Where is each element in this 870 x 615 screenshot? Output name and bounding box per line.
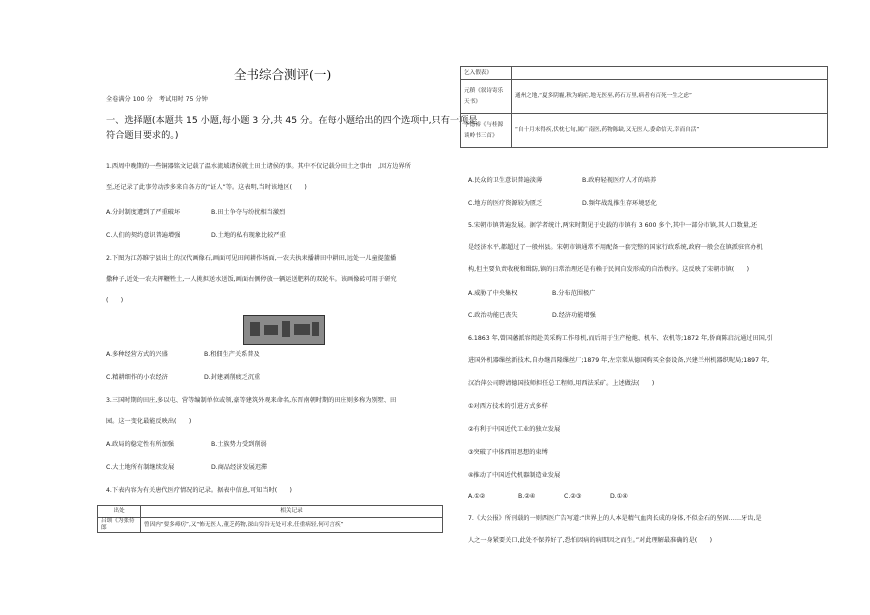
q1-option-c: C.人们的契约意识普遍增强 (106, 232, 181, 239)
q6-statement-2: ②有利于中国近代工业的独立发展 (468, 426, 561, 433)
table-header-source: 出处 (98, 506, 141, 518)
q6-option-b: B.②④ (518, 493, 536, 500)
q3-stem-1: 3.三国时期的田庄,多以屯、营等编制单位或领,豪等建筑外观来命名,东晋南朝时期的田庄则多称为别墅、田 (106, 397, 397, 404)
q4-table-part2 (460, 66, 828, 148)
q4-option-d: D.频年战乱推生存环境恶化 (582, 200, 657, 207)
q6-stem-3: 汉冶萍公司聘请德国技师担任总工程师,用西法采矿。上述做法( ) (468, 380, 655, 387)
q2-stem-1: 2.下图为江苏睢宁县出土的汉代画像石,画面可见田间耕作场面,一农夫执耒播耕田中耕田,远处一儿童提篮播 (106, 255, 397, 262)
q6-statement-1: ①对西方技术的引进方式多样 (468, 403, 548, 410)
q6-statement-4: ④推动了中国近代机器制造业发展 (468, 472, 561, 479)
q6-option-d: D.①④ (610, 493, 628, 500)
table-row2-source (461, 80, 512, 114)
q7-stem-1: 7.《大公报》所刊载的一则西医广告写道:“世界上的人本是精气血肉长成的身体,不似金石的坚固……牙齿,是 (468, 515, 762, 522)
q3-option-c: C.大土地所有制继续发展 (106, 464, 175, 471)
table-row3-source (461, 114, 512, 148)
q3-stem-2: 园。这一变化最能反映出( ) (106, 418, 192, 425)
table-row2-source-b: 天书》 (464, 98, 481, 105)
q5-stem-2: 是经济水平,都超过了一般州县。宋朝市镇通常不用配备一套完整的国家行政系统,政府一般会在镇派驻官办机 (468, 244, 763, 251)
q2-option-d: D.封建剥削疲乏沉重 (204, 374, 261, 381)
section-heading-line1: 一、选择题(本题共 15 小题,每小题 3 分,共 45 分。在每小题给出的四个选项中,只有一项是 (106, 115, 478, 126)
q2-option-b: B.租佃生产关系普及 (204, 351, 260, 358)
q5-stem-3: 构,但主要负责收税和缉防,镇的日常治理还是有赖于民间自发形成的自治秩序。这反映了宋朝市镇( ) (468, 266, 750, 273)
q6-statement-3: ③突破了中体西用思想的束缚 (468, 449, 548, 456)
q4-table-part1 (97, 505, 443, 533)
q6-option-a: A.①② (468, 493, 486, 500)
q2-stem-3: ( ) (106, 297, 124, 304)
q3-option-b: B.士族势力受到削弱 (211, 441, 267, 448)
section-heading-line2: 符合题目要求的。) (106, 130, 179, 141)
table-row3-source-a: 李德裕《与桂源 (464, 121, 504, 128)
q5-option-c: C.政治功能已丧失 (468, 312, 518, 319)
q2-stem-2: 撒种子,近处一农夫挥鞭牲土,一人挑担送水送饭,画面右侧停放一辆运送肥料的双轮车。该画像砖可用于研究 (106, 276, 397, 283)
table-row1-source: 吕颂《为张侍郎 (98, 518, 141, 533)
q3-option-a: A.政局的稳定性有所加强 (106, 441, 174, 448)
q5-option-d: D.经济功能增强 (552, 312, 596, 319)
q4-stem-1: 4.下表内容为有关唐代医疗情况的记录。据表中信息,可知当时( ) (106, 487, 292, 494)
table-row1-source-cont: 乞入假表》 (461, 67, 512, 80)
exam-meta: 全卷满分 100 分 考试用时 75 分钟 (106, 96, 208, 103)
q5-option-a: A.威胁了中央集权 (468, 290, 518, 297)
q1-option-b: B.田土争夺与纷扰相当激烈 (211, 209, 286, 216)
q2-option-a: A.多种经营方式的兴盛 (106, 351, 168, 358)
table-row1-record-cont (512, 67, 828, 80)
table-row2-source-a: 元稹《叙诗寄乐 (464, 87, 504, 94)
q1-stem-2: 至,还记录了此事劳动涉多来自各方的“证人”等。这表明,当时该地区( ) (106, 184, 307, 191)
q5-stem-1: 5.宋朝市镇普遍发展。据学者统计,两宋时期见于史载的市镇有 3 600 多个,其中一部分市镇,其人口数量,还 (468, 222, 758, 229)
q5-option-b: B.分布范围极广 (552, 290, 596, 297)
q1-stem-1: 1.西周中晚期的一些铜器铭文记载了温水流域诸侯就土田土诸侯的事。其中不仅记载分田土之事由 ,因方边界所 (106, 163, 411, 170)
q4-option-b: B.政府轻视医疗人才的培养 (582, 177, 657, 184)
q2-option-c: C.精耕细作的小农经济 (106, 374, 168, 381)
q7-stem-2: 人之一身紧要关口,此处不保养好了,恐怕因病的病即因之而生。”对此理解最准确的是( ) (468, 537, 712, 544)
table-row3-source-b: 谈岭书三首》 (464, 132, 498, 139)
q4-option-a: A.民众的卫生意识普遍淡薄 (468, 177, 543, 184)
q6-option-c: C.②③ (564, 493, 582, 500)
page-title: 全书综合测评(一) (234, 67, 332, 82)
table-row3-record: “自十月末得疾,伏枕七旬,属广南医,药物陈缺,又无医人,委命信天,幸而自活” (512, 114, 828, 148)
q6-stem-2: 进国外机器缫丝新技术,自办继昌隆缫丝厂;1879 年,左宗棠从德国购买全套设备,兴建兰州机器织呢局;1897 年, (468, 357, 770, 364)
q1-option-d: D.土地的私有现象比较严重 (211, 232, 286, 239)
table-header-record: 相关记录 (141, 506, 443, 518)
q3-option-d: D.商品经济发展迟滞 (211, 464, 268, 471)
q6-stem-1: 6.1863 年,曾国藩派容闳赴美采购工作母机,而后用于生产枪炮、机车、农机等;1872 年,侨商陈启沅通过田国,引 (468, 335, 773, 342)
q1-option-a: A.分封制度遭到了严重破坏 (106, 209, 181, 216)
table-row1-record: 曾因内“要多瘴疠”,又“怖无医人,董乏药物,深山穷谷无处可求,任重病轻,何可言疾” (141, 518, 443, 533)
table-row2-record: 通州之地,“夏多阴霾,秋为痢疟,地无医巫,药石万里,病者有百死一生之虑” (512, 80, 828, 114)
han-stone-relief-image (243, 315, 325, 345)
q4-option-c: C.地方的医疗资源较为匮乏 (468, 200, 543, 207)
